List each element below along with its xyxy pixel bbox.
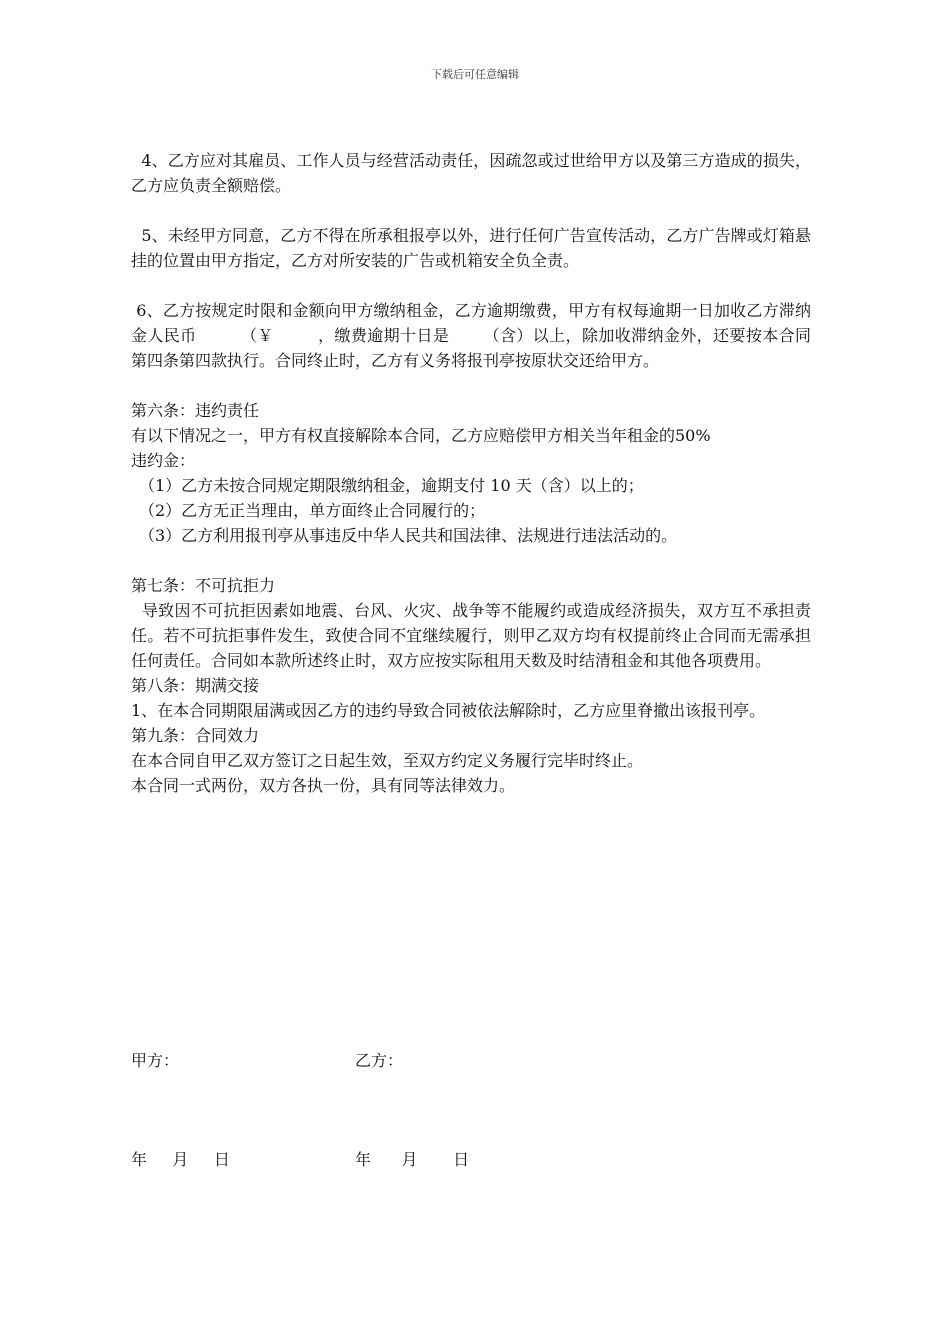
article-9-title: 第九条：合同效力	[131, 726, 260, 745]
spacer	[131, 373, 811, 398]
clause-6-text-a: 6、乙方按规定时限和金额向甲方缴纳租金，乙方逾期缴费，甲方有权每逾期一日加收乙方滞纳金人民币	[131, 301, 811, 345]
article-8-body: 1、在本合同期限届满或因乙方的违约导致合同被依法解除时，乙方应里脊撤出该报刊亭。	[131, 701, 766, 720]
article-6-intro: 有以下情况之一，甲方有权直接解除本合同，乙方应赔偿甲方相关当年租金的50%	[131, 426, 711, 445]
list-item: （1）乙方未按合同规定期限缴纳租金，逾期支付 10 天（含）以上的；	[139, 476, 644, 495]
clause-6	[131, 298, 811, 373]
clause-6-text-c: ，缴费逾期十日是	[317, 326, 450, 345]
spacer	[131, 198, 811, 223]
clause-6-text-d: （含）以上，除加收滞纳金外，还要按本合同第四条第四款执行。合同终止时，乙方有义务将报刊亭按原状交还给甲方。	[131, 326, 811, 370]
clause-4: 4、乙方应对其雇员、工作人员与经营活动责任，因疏忽或过世给甲方以及第三方造成的损失，乙方应负责全额赔偿。	[131, 151, 811, 195]
party-a-date: 年 月 日	[131, 1150, 230, 1169]
party-b-date: 年 月 日	[355, 1150, 470, 1169]
article-9-line-1: 在本合同自甲乙双方签订之日起生效，至双方约定义务履行完毕时终止。	[131, 751, 644, 770]
party-a-label: 甲方：	[131, 1051, 180, 1070]
party-b-label: 乙方：	[355, 1051, 404, 1070]
header-note: 下载后可任意编辑	[431, 68, 519, 81]
list-item: （2）乙方无正当理由，单方面终止合同履行的；	[139, 501, 486, 520]
spacer	[131, 548, 811, 573]
article-7-body: 导致因不可抗拒因素如地震、台风、火灾、战争等不能履约或造成经济损失，双方互不承担责任。若不可抗拒事件发生，致使合同不宜继续履行，则甲乙双方均有权提前终止合同而无需承担任何责任。合同如本款所述终止时，双方应按实际租用天数及时结清租金和其他各项费用。	[131, 601, 811, 670]
article-9-line-2: 本合同一式两份，双方各执一份，具有同等法律效力。	[131, 776, 516, 795]
article-6-title: 第六条：违约责任	[131, 401, 260, 420]
clause-6-text-b: （￥	[240, 326, 274, 345]
spacer	[131, 273, 811, 298]
article-6-label: 违约金：	[131, 451, 196, 470]
article-8-title: 第八条：期满交接	[131, 676, 260, 695]
list-item: （3）乙方利用报刊亭从事违反中华人民共和国法律、法规进行违法活动的。	[139, 526, 678, 545]
clause-5: 5、未经甲方同意，乙方不得在所承租报亭以外，进行任何广告宣传活动，乙方广告牌或灯箱悬挂的位置由甲方指定，乙方对所安装的广告或机箱安全负全责。	[131, 226, 811, 270]
article-7-title: 第七条：不可抗拒力	[131, 576, 276, 595]
contract-body	[131, 148, 811, 798]
